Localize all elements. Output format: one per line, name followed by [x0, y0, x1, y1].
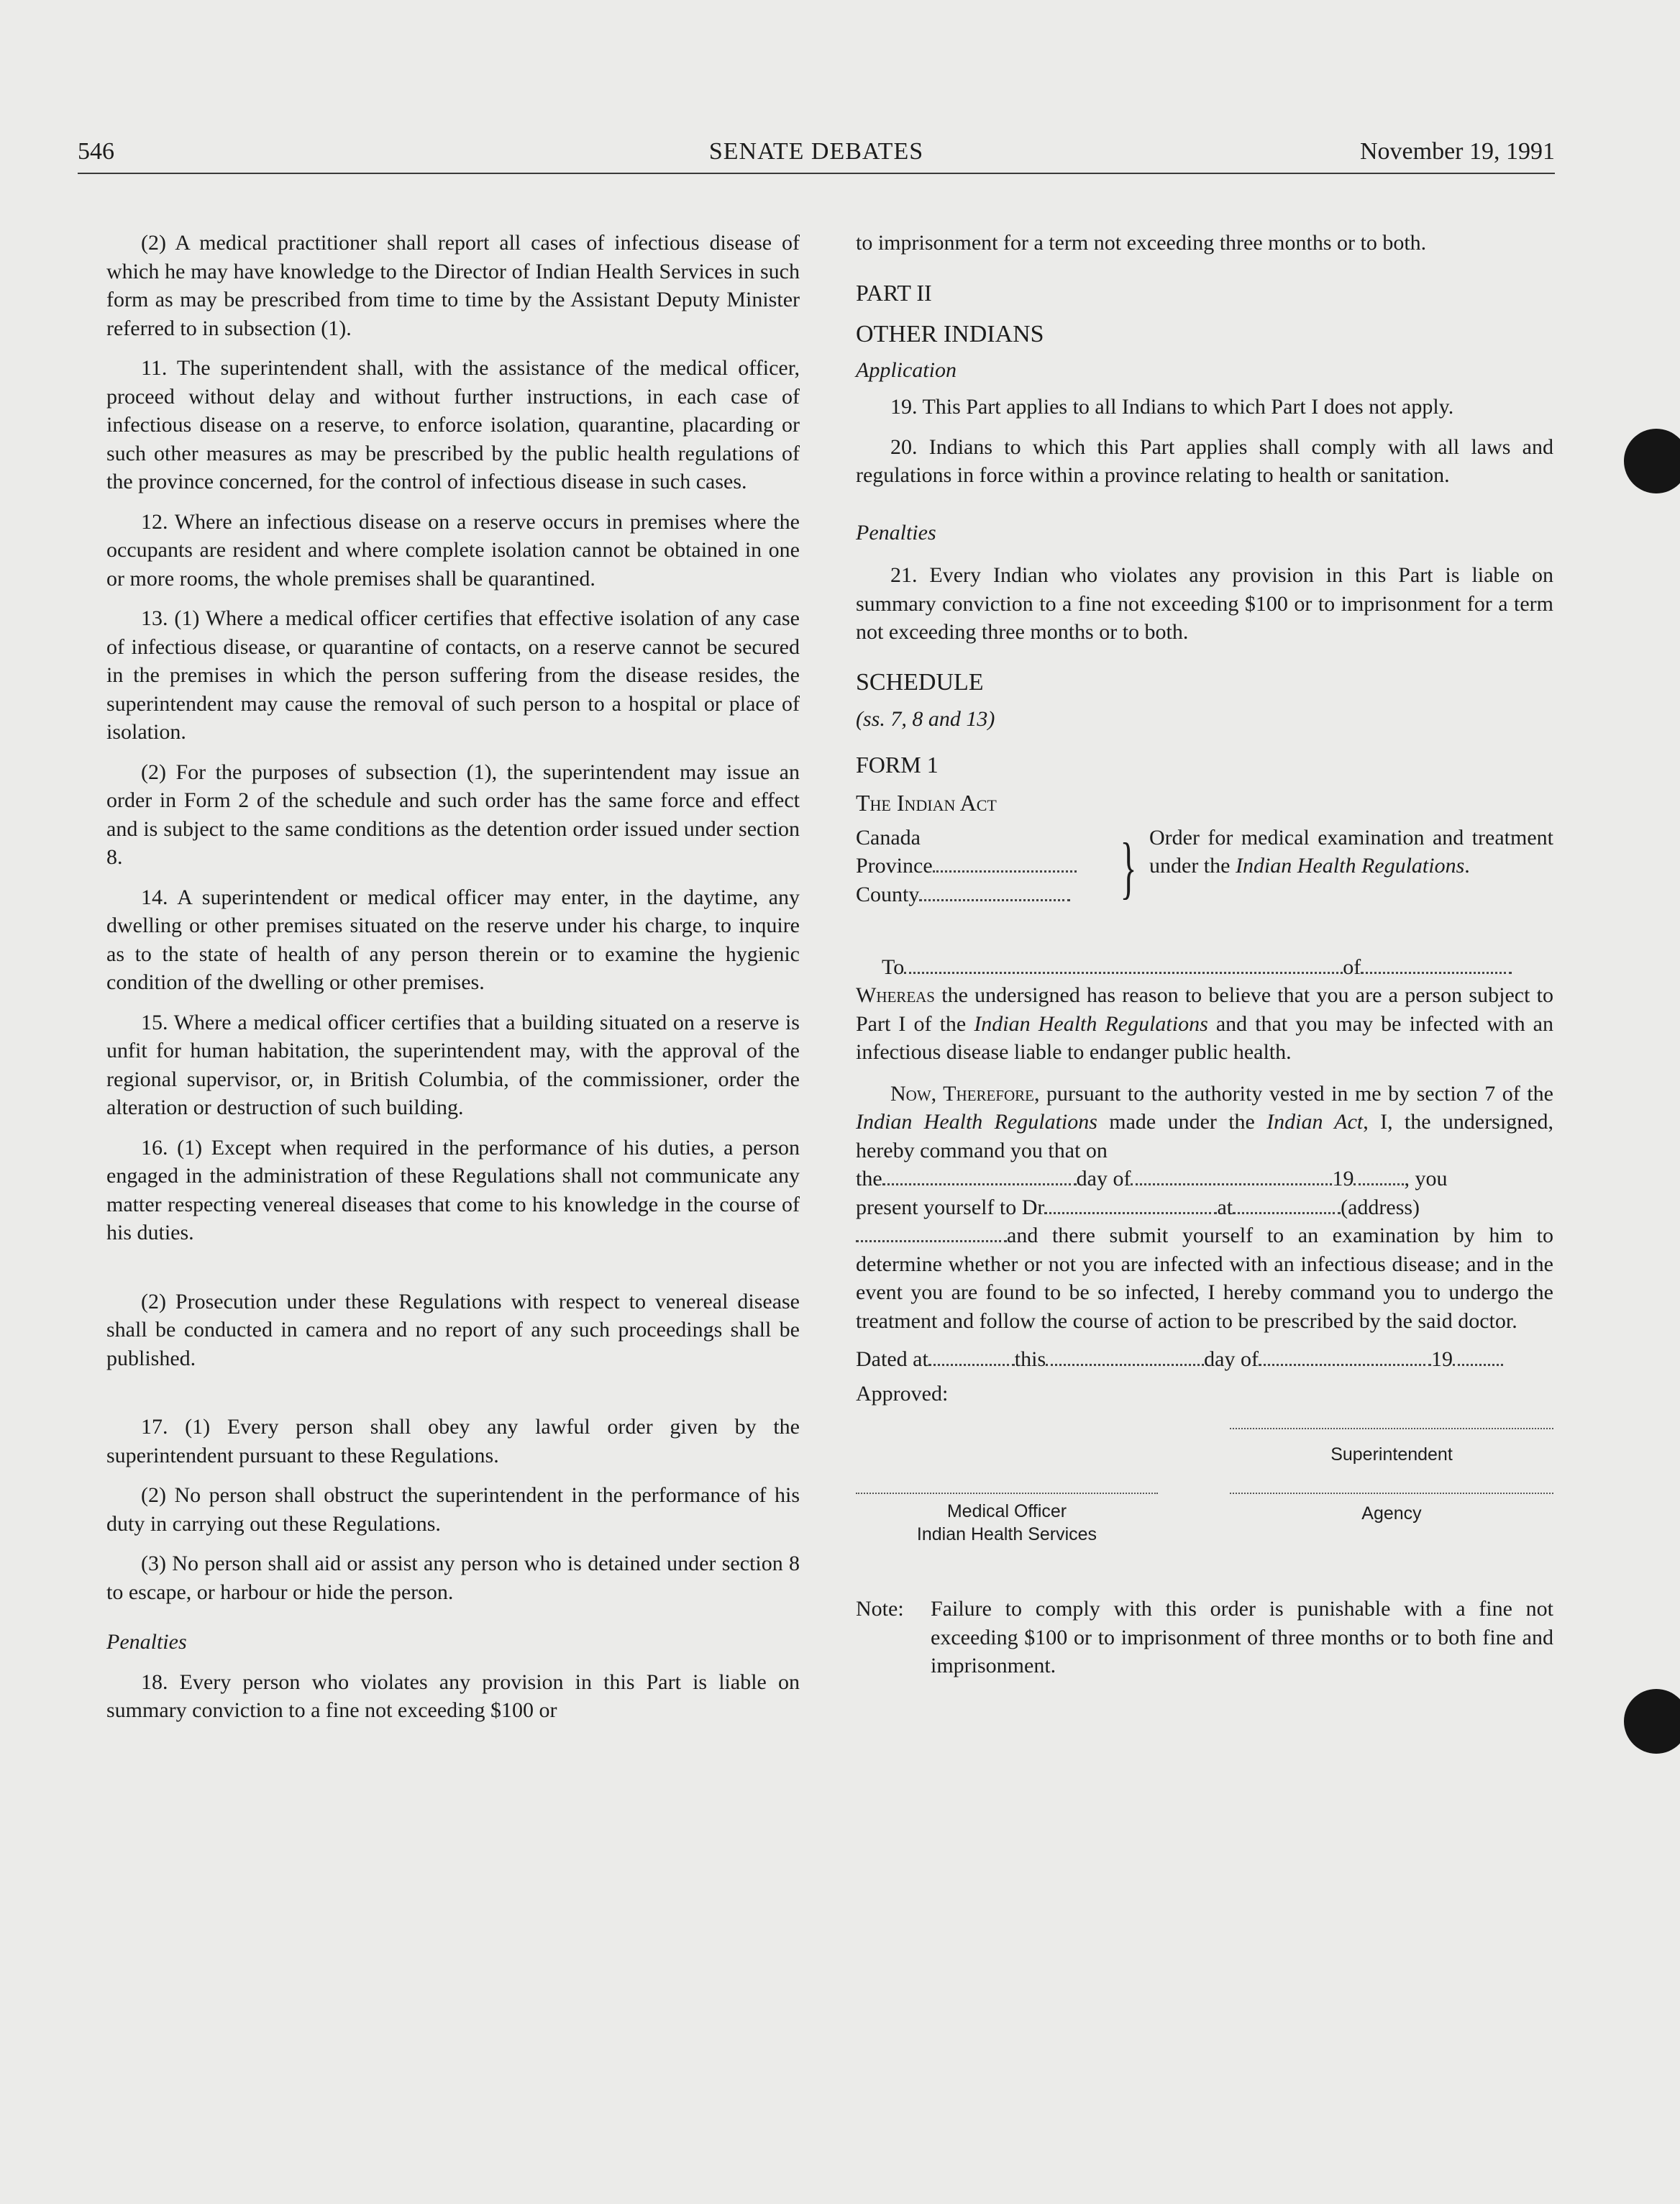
ihs-title: Indian Health Services	[916, 1524, 1097, 1544]
order-regulations: Indian Health Regulations	[1235, 854, 1465, 878]
text-run: 19	[1430, 1347, 1453, 1371]
location-canada: Canada	[856, 825, 921, 850]
location-province: Province	[856, 854, 933, 878]
doctor-line	[856, 1193, 1553, 1222]
section-heading: Penalties	[856, 520, 936, 545]
paragraph: 19. This Part applies to all Indians to which Part I does not apply.	[890, 395, 1454, 419]
location-county: County	[856, 882, 920, 906]
act-heading: The Indian Act	[856, 790, 997, 816]
binder-hole-top	[1624, 429, 1680, 493]
text-run: day of	[1076, 1167, 1131, 1190]
text-run: Dated at	[856, 1347, 928, 1371]
text-run: this	[1014, 1347, 1046, 1371]
text-run: Indian Health Regulations	[856, 1110, 1097, 1134]
paragraph: 11. The superintendent shall, with the assistance of the medical officer, proceed without delay and without further instructions, in each case of infectious disease on a reserve, to enforce isolation, quarantine, placarding or such other measures as may be prescribed by the public health regulations of the province concerned, for the control of infectious disease in such cases.	[106, 356, 800, 493]
superintendent-label: Superintendent	[1330, 1444, 1453, 1465]
now-therefore-paragraph	[856, 1080, 1553, 1165]
paragraph: 20. Indians to which this Part applies shall comply with all laws and regulations in force within a province relating to health or sanitation.	[856, 434, 1553, 487]
paragraph: 13. (1) Where a medical officer certifies that effective isolation of any case of infectious disease, or quarantine of contacts, on a reserve cannot be secured in the premises in which the person suffering from the disease resides, the superintendent may cause the removal of such person to a hospital or place of isolation.	[106, 606, 800, 744]
brace: }	[1120, 828, 1137, 906]
whereas-paragraph	[856, 981, 1553, 1067]
text-run: made under the	[1097, 1110, 1267, 1134]
text-run: at	[1217, 1195, 1233, 1219]
order-period: .	[1464, 854, 1470, 878]
signature-block	[856, 1408, 1553, 1566]
paragraph: 21. Every Indian who violates any provision in this Part is liable on summary conviction to a fine not exceeding $100 or to imprisonment for a term not exceeding three months or to both.	[856, 563, 1553, 644]
medical-officer-title: Medical Officer	[946, 1501, 1067, 1521]
text-run: , I, the undersigned, hereby command you that on	[856, 1110, 1554, 1162]
page-date: November 19, 1991	[1359, 138, 1555, 165]
right-column	[856, 229, 1553, 1680]
paragraph: 17. (1) Every person shall obey any lawful order given by the superintendent pursuant to these Regulations.	[106, 1415, 800, 1467]
paragraph: (2) A medical practitioner shall report all cases of infectious disease of which he may have knowledge to the Director of Indian Health Services in such form as may be prescribed from time to time by the Assistant Deputy Minister referred to in subsection (1).	[106, 231, 800, 340]
paragraph: 14. A superintendent or medical officer may enter, in the daytime, any dwelling or other premises situated on the reserve under his charge, to inquire as to the state of health of any person therein or to examine the hygienic condition of the dwelling or other premises.	[106, 885, 800, 994]
paragraph: (3) No person shall aid or assist any person who is detained under section 8 to escape, or harbour or hide the person.	[106, 1552, 800, 1604]
text-run: and there submit yourself to an examination by him to determine whether or not you are infected with an infectious disease; and in the event you are found to be so infected, I hereby command you to undergo the treatment and follow the course of action to be prescribed by the said doctor.	[856, 1224, 1553, 1333]
text-run: Indian Act	[1266, 1110, 1364, 1134]
medical-officer-label	[856, 1500, 1158, 1546]
form-heading: FORM 1	[856, 751, 939, 778]
page-number: 546	[78, 138, 114, 165]
part-title: OTHER INDIANS	[856, 321, 1044, 347]
text-run: the undersigned has reason to believe that you are a person subject to Part I of the	[856, 983, 1553, 1036]
examination-paragraph	[856, 1221, 1553, 1335]
text-run: day of	[1204, 1347, 1259, 1371]
paragraph: to imprisonment for a term not exceeding three months or to both.	[856, 231, 1427, 255]
page-header	[78, 138, 1555, 173]
left-column	[106, 229, 800, 1725]
schedule-heading: SCHEDULE	[856, 668, 984, 696]
of-label: of	[1343, 955, 1361, 979]
publication-title: SENATE DEBATES	[708, 138, 924, 165]
text-run: pursuant to the authority vested in me by section 7 of the	[1039, 1081, 1553, 1106]
section-heading: Penalties	[106, 1630, 187, 1654]
text-run: Indian Health Regulations	[974, 1011, 1208, 1036]
date-line	[856, 1165, 1553, 1193]
paragraph: 15. Where a medical officer certifies that a building situated on a reserve is unfit for human habitation, the superintendent may, with the approval of the regional supervisor, or, in British Columbia, of the commissioner, order the alteration or destruction of such building.	[106, 1010, 800, 1119]
paragraph: (2) No person shall obstruct the superintendent in the performance of his duty in carrying out these Regulations.	[106, 1483, 800, 1536]
text-run: , you	[1404, 1167, 1448, 1190]
order-text: Order for medical examination and treatment under the	[1149, 825, 1553, 878]
paragraph: 12. Where an infectious disease on a reserve occurs in premises where the occupants are resident and where complete isolation cannot be obtained in one or more rooms, the whole premises shall be quarantined.	[106, 509, 800, 591]
agency-label: Agency	[1361, 1503, 1422, 1524]
medical-officer-signature-line	[856, 1493, 1158, 1494]
text-run: (address)	[1341, 1195, 1420, 1219]
text-run: the	[856, 1167, 882, 1190]
now-therefore-lead: Now, Therefore,	[890, 1081, 1040, 1106]
note-block	[856, 1595, 1553, 1680]
to-line	[856, 953, 1553, 982]
part-heading: PART II	[856, 279, 932, 306]
header-rule	[78, 173, 1555, 174]
agency-signature-line	[1230, 1493, 1553, 1494]
note-label: Note:	[856, 1597, 904, 1621]
binder-hole-bottom	[1624, 1689, 1680, 1754]
form-jurisdiction-block	[856, 824, 1553, 914]
text-run: present yourself to Dr	[856, 1195, 1045, 1219]
text-run: and that you may be infected with an infectious disease liable to endanger public health.	[856, 1011, 1553, 1064]
section-heading: Application	[856, 358, 957, 382]
paragraph: (2) For the purposes of subsection (1), the superintendent may issue an order in Form 2 of the schedule and such order has the same force and effect and is subject to the same conditions as the detention order issued under section 8.	[106, 760, 800, 869]
paragraph: (2) Prosecution under these Regulations with respect to venereal disease shall be conducted in camera and no report of any such proceedings shall be published.	[106, 1289, 800, 1370]
schedule-reference: (ss. 7, 8 and 13)	[856, 707, 995, 731]
to-label: To	[882, 955, 905, 979]
paragraph: 16. (1) Except when required in the performance of his duties, a person engaged in the administration of these Regulations shall not communicate any matter respecting venereal diseases that come to his knowledge in the course of his duties.	[106, 1135, 800, 1244]
note-text: Failure to comply with this order is punishable with a fine not exceeding $100 or to imprisonment of three months or to both fine and imprisonment.	[931, 1597, 1553, 1677]
approved-label: Approved:	[856, 1381, 949, 1406]
paragraph: 18. Every person who violates any provision in this Part is liable on summary conviction to a fine not exceeding $100 or	[106, 1670, 800, 1722]
superintendent-signature-line	[1230, 1428, 1553, 1429]
text-run: 19	[1332, 1167, 1354, 1190]
whereas-lead: Whereas	[856, 983, 935, 1007]
dated-line	[856, 1345, 1553, 1374]
